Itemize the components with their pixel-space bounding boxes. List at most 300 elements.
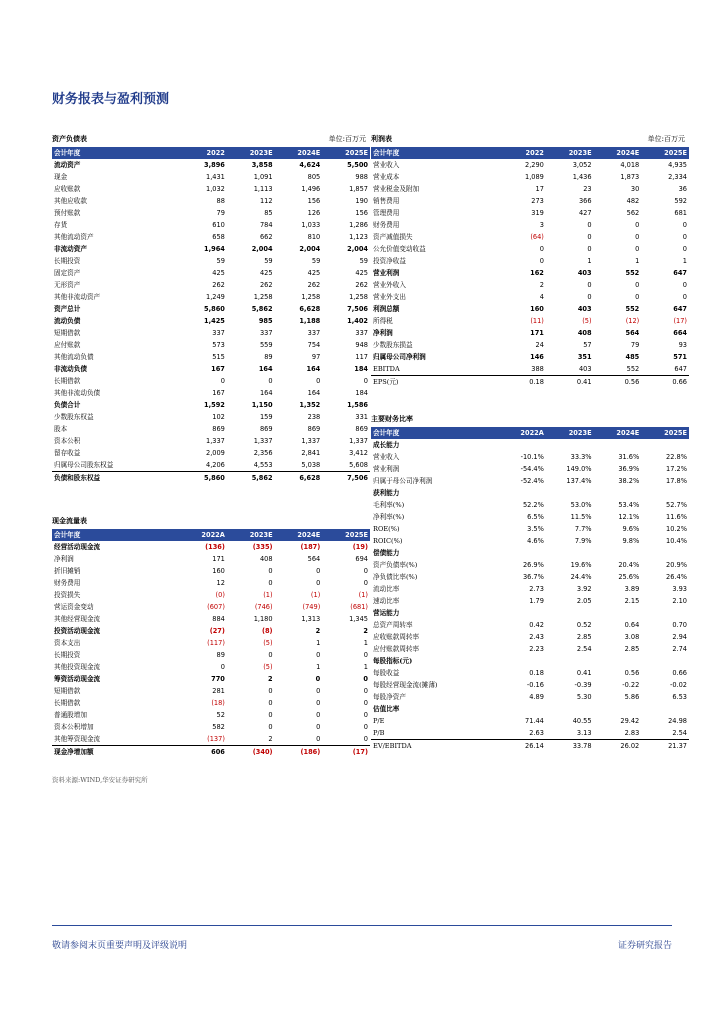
cell-value: 2.63 (529, 729, 544, 737)
cell-value: 869 (259, 425, 273, 433)
row-label: 现金净增加额 (52, 746, 179, 759)
cell-value: 22.8% (666, 453, 687, 461)
cell-value: 53.0% (570, 501, 592, 509)
row-label: 资本公积 (54, 437, 81, 445)
cell-value: 0 (268, 687, 273, 695)
row-label: 营业外收入 (373, 281, 406, 289)
table-row (371, 619, 689, 631)
column-header-year: 2024E (275, 529, 323, 541)
table-row (371, 691, 689, 703)
table-row (52, 472, 370, 485)
cell-value: 160 (212, 567, 225, 575)
cell-value: 164 (259, 389, 273, 397)
cell-value: 869 (307, 425, 321, 433)
cell-value: 238 (307, 413, 321, 421)
cell-value (546, 487, 594, 499)
table-row (371, 363, 689, 376)
column-header-year: 2022 (498, 147, 546, 159)
cell-value: 93 (678, 341, 687, 349)
cell-value: 2.54 (672, 729, 687, 737)
table-row (52, 399, 370, 411)
table-row (371, 475, 689, 487)
row-label: 财务费用 (373, 221, 400, 229)
cell-value: 1 (363, 639, 368, 647)
row-label: ROE(%) (373, 525, 400, 533)
cell-value: 0 (363, 711, 368, 719)
cell-value: 0 (682, 293, 687, 301)
cell-value: 3.92 (576, 585, 592, 593)
cell-value: 2.54 (576, 645, 592, 653)
cell-value: 52.2% (522, 501, 544, 509)
table-row (52, 649, 370, 661)
cell-value: 0 (268, 711, 273, 719)
table-row (371, 243, 689, 255)
cell-value: 2.83 (624, 729, 640, 737)
cell-value: 1,425 (204, 317, 225, 325)
cell-value: 1 (587, 257, 592, 265)
cell-value: 658 (212, 233, 225, 241)
cell-value: 2.23 (529, 645, 544, 653)
cell-value: -52.4% (520, 477, 544, 485)
table-row (52, 159, 370, 171)
table-row (371, 451, 689, 463)
cell-value: 30 (630, 185, 640, 193)
cell-value: 0 (316, 377, 321, 385)
table-row (52, 351, 370, 363)
cell-value: 1,337 (301, 437, 321, 445)
cell-value: 610 (212, 221, 225, 229)
cell-value: 0 (587, 221, 592, 229)
cell-value: 164 (306, 365, 321, 373)
cell-value: 647 (673, 269, 687, 277)
cell-value: (749) (302, 603, 321, 611)
cell-value: 5.30 (576, 693, 592, 701)
cell-value: -0.16 (526, 681, 544, 689)
cell-value: (27) (209, 627, 225, 635)
cell-value: 167 (212, 389, 225, 397)
cell-value: 664 (673, 329, 687, 337)
row-label: 投资净收益 (373, 257, 406, 265)
cell-value: 0 (315, 675, 321, 683)
table-row (371, 327, 689, 339)
cell-value: 1 (635, 257, 640, 265)
cell-value: 0 (268, 723, 273, 731)
cell-value: 0 (316, 711, 321, 719)
table-row (52, 625, 370, 637)
cell-value: 0 (363, 579, 368, 587)
row-label: 长期借款 (54, 377, 81, 385)
cell-value: 4.89 (529, 693, 544, 701)
balance-sheet-unit: 单位:百万元 (328, 135, 366, 143)
row-label: 归属于母公司净利润 (373, 477, 433, 485)
cell-value: 425 (307, 269, 321, 277)
cell-value: 948 (355, 341, 368, 349)
row-label: 少数股东权益 (54, 413, 94, 421)
cell-value: 0.56 (594, 376, 642, 389)
table-row (371, 523, 689, 535)
row-label: 应付账款 (54, 341, 81, 349)
table-row (371, 376, 689, 389)
page-title: 财务报表与盈利预测 (52, 92, 170, 107)
cell-value: 552 (626, 365, 640, 373)
row-label: 应收账款 (54, 185, 81, 193)
table-row (371, 183, 689, 195)
cell-value: 2,004 (299, 245, 321, 253)
cell-value: 552 (625, 305, 640, 313)
cell-value: 5,860 (179, 472, 227, 485)
cell-value (594, 703, 642, 715)
cell-value: (607) (207, 603, 225, 611)
cell-value: (17) (673, 317, 687, 325)
cell-value: 9.8% (622, 537, 640, 545)
cell-value: 694 (355, 555, 368, 563)
cell-value: 1,286 (349, 221, 368, 229)
table-row (52, 363, 370, 375)
cell-value: 319 (531, 209, 544, 217)
cell-value: 3,858 (251, 161, 273, 169)
cell-value: 1 (682, 257, 687, 265)
row-label: 归属母公司股东权益 (54, 461, 114, 469)
cell-value: 0 (635, 245, 640, 253)
cell-value: 1,337 (253, 437, 273, 445)
cash-flow-panel (52, 515, 370, 758)
table-row (52, 541, 370, 553)
cell-value: 582 (212, 723, 225, 731)
cell-value: (12) (625, 317, 640, 325)
cell-value: 1,089 (525, 173, 544, 181)
table-row (52, 589, 370, 601)
cell-value: 88 (216, 197, 225, 205)
cell-value: 24.98 (668, 717, 687, 725)
cell-value: 59 (264, 257, 273, 265)
cell-value: 57 (583, 341, 592, 349)
cell-value: 482 (626, 197, 640, 205)
cell-value: 167 (211, 365, 225, 373)
cell-value: 21.37 (641, 740, 689, 753)
cell-value: 89 (264, 353, 273, 361)
row-label: 留存收益 (54, 449, 81, 457)
table-header-row (371, 427, 689, 439)
table-row (371, 559, 689, 571)
cell-value: 0 (682, 221, 687, 229)
cell-value: 337 (307, 329, 321, 337)
row-label: 总资产周转率 (373, 621, 413, 629)
table-row (371, 339, 689, 351)
row-label: 短期借款 (54, 687, 81, 695)
cell-value: (5) (582, 317, 592, 325)
cell-value: 0 (316, 687, 321, 695)
income-table (371, 147, 689, 388)
table-row (371, 655, 689, 667)
cell-value: (136) (205, 543, 225, 551)
cell-value: 1.79 (529, 597, 544, 605)
row-label: 应收账款周转率 (373, 633, 420, 641)
cell-value: 1,258 (253, 293, 273, 301)
cell-value: 1,964 (204, 245, 225, 253)
cell-value: 33.3% (570, 453, 592, 461)
cell-value: 2 (315, 627, 321, 635)
cell-value: 559 (259, 341, 273, 349)
cell-value: 5,038 (301, 461, 321, 469)
row-label: 成长能力 (373, 441, 400, 449)
cell-value: 1,249 (206, 293, 225, 301)
cell-value: 2,290 (525, 161, 544, 169)
cell-value: 1,352 (299, 401, 321, 409)
column-header-year: 2024E (594, 427, 642, 439)
cell-value: 0.66 (672, 669, 687, 677)
cell-value: 0 (363, 699, 368, 707)
table-row (371, 255, 689, 267)
cell-value: 26.02 (594, 740, 642, 753)
cell-value: 23 (583, 185, 592, 193)
row-label: 流动资产 (54, 161, 81, 169)
cell-value: 59 (311, 257, 321, 265)
cell-value: 6.5% (527, 513, 544, 521)
cell-value: 137.4% (566, 477, 592, 485)
cell-value: 160 (530, 305, 544, 313)
cell-value: -54.4% (520, 465, 544, 473)
cell-value: 2,334 (668, 173, 687, 181)
cell-value: 337 (355, 329, 368, 337)
cell-value: 2 (267, 675, 273, 683)
cell-value: 4,624 (299, 161, 321, 169)
table-row (52, 637, 370, 649)
cell-value: 11.5% (570, 513, 592, 521)
cell-value: 0 (635, 281, 640, 289)
row-label: 短期借款 (54, 329, 81, 337)
cell-value: -0.39 (574, 681, 592, 689)
row-label: ROIC(%) (373, 537, 403, 545)
column-header-year: 2022A (498, 427, 546, 439)
table-row (52, 721, 370, 733)
table-header-row (52, 147, 370, 159)
cell-value: 0 (363, 377, 368, 385)
row-label: 其他筹资现金流 (54, 735, 101, 743)
table-row (371, 727, 689, 740)
cell-value: 3 (539, 221, 544, 229)
row-label: 投资活动现金流 (54, 627, 101, 635)
row-label: 股本 (54, 425, 68, 433)
cell-value: 17.2% (666, 465, 687, 473)
cell-value: 5,608 (349, 461, 368, 469)
cell-value: 26.9% (522, 561, 544, 569)
cell-value: 36 (678, 185, 687, 193)
cell-value: 162 (530, 269, 544, 277)
row-label: 资本支出 (54, 639, 81, 647)
table-row (371, 487, 689, 499)
cell-value: 2.85 (624, 645, 640, 653)
cell-value: 1,586 (347, 401, 368, 409)
table-row (52, 435, 370, 447)
cell-value (594, 487, 642, 499)
table-row (52, 565, 370, 577)
cell-value: (681) (350, 603, 368, 611)
cell-value: 810 (307, 233, 321, 241)
cell-value (546, 547, 594, 559)
table-row (371, 631, 689, 643)
income-unit: 单位:百万元 (647, 135, 685, 143)
cell-value (641, 607, 689, 619)
cell-value: 662 (259, 233, 273, 241)
cell-value: 0.18 (498, 376, 546, 389)
cell-value: 0 (220, 663, 225, 671)
footer-divider (52, 925, 672, 926)
cell-value: 17.8% (666, 477, 687, 485)
cell-value: 5,862 (251, 305, 273, 313)
table-row (52, 315, 370, 327)
row-label: 非流动资产 (54, 245, 87, 253)
cell-value (594, 655, 642, 667)
cell-value: 2.05 (576, 597, 592, 605)
row-label: 流动比率 (373, 585, 400, 593)
cell-value: 184 (355, 389, 368, 397)
cell-value: (340) (227, 746, 275, 759)
cell-value: 337 (212, 329, 225, 337)
row-label: 其他投资现金流 (54, 663, 101, 671)
cell-value: 425 (212, 269, 225, 277)
cell-value: 0 (363, 675, 368, 683)
cell-value (546, 655, 594, 667)
cell-value: 331 (355, 413, 368, 421)
row-label: 资本公积增加 (54, 723, 94, 731)
cell-value: 0 (587, 293, 592, 301)
table-row (52, 171, 370, 183)
cell-value (498, 547, 546, 559)
table-row (371, 595, 689, 607)
ratios-panel (371, 413, 689, 752)
cell-value: 0 (363, 723, 368, 731)
cell-value: 0 (635, 221, 640, 229)
cell-value: 5,862 (227, 472, 275, 485)
cell-value: 171 (530, 329, 544, 337)
cell-value: 2,004 (347, 245, 368, 253)
table-row (52, 243, 370, 255)
cell-value: 1,857 (349, 185, 368, 193)
row-label: 投资损失 (54, 591, 81, 599)
table-row (371, 171, 689, 183)
cell-value: 117 (355, 353, 368, 361)
row-label: 负债和股东权益 (52, 472, 179, 485)
cell-value: 564 (625, 329, 640, 337)
cell-value: 38.2% (618, 477, 640, 485)
table-row (52, 423, 370, 435)
cell-value: 26.4% (666, 573, 687, 581)
cell-value: 156 (355, 209, 368, 217)
table-row (371, 571, 689, 583)
cell-value: 7.9% (574, 537, 592, 545)
cell-value: 156 (307, 197, 321, 205)
cell-value: 20.4% (618, 561, 640, 569)
cash-flow-table (52, 529, 370, 758)
row-label: 固定资产 (54, 269, 81, 277)
cell-value: 2,841 (301, 449, 321, 457)
cell-value: 1 (316, 663, 321, 671)
column-header-year: 2023E (227, 147, 275, 159)
cell-value: (186) (275, 746, 323, 759)
ratios-title: 主要财务比率 (371, 414, 413, 423)
cell-value: 6.53 (672, 693, 687, 701)
cell-value: 4,206 (206, 461, 225, 469)
cell-value: 3,896 (204, 161, 225, 169)
cell-value: 0 (268, 699, 273, 707)
column-header-year: 2023E (227, 529, 275, 541)
cell-value: 97 (311, 353, 321, 361)
cell-value: 2 (539, 281, 544, 289)
cell-value: 0 (682, 233, 687, 241)
cell-value: 2.43 (529, 633, 544, 641)
cell-value: 7,506 (347, 305, 368, 313)
row-label: 净负债比率(%) (373, 573, 418, 581)
cell-value: 2,004 (251, 245, 273, 253)
column-header-label: 会计年度 (52, 529, 179, 541)
cell-value: (17) (322, 746, 370, 759)
cell-value: 0 (316, 723, 321, 731)
cell-value: 1,033 (301, 221, 321, 229)
cell-value: 12.1% (618, 513, 640, 521)
column-header-year: 2024E (275, 147, 323, 159)
row-label: 经营活动现金流 (54, 543, 101, 551)
cell-value: 1 (363, 663, 368, 671)
table-row (52, 195, 370, 207)
table-row (52, 219, 370, 231)
cell-value: 403 (577, 305, 592, 313)
row-label: 其他非流动资产 (54, 293, 101, 301)
cell-value: 0 (539, 245, 544, 253)
cell-value: (5) (263, 663, 273, 671)
ratios-header (371, 413, 689, 427)
cell-value: 408 (259, 555, 273, 563)
row-label: 营业收入 (373, 161, 400, 169)
cell-value: 5.86 (624, 693, 640, 701)
cell-value: 869 (212, 425, 225, 433)
cell-value: 403 (578, 365, 592, 373)
footer-disclaimer: 敬请参阅末页重要声明及评级说明 (52, 941, 188, 951)
cell-value: 754 (307, 341, 321, 349)
column-header-year: 2024E (594, 147, 642, 159)
table-row (52, 255, 370, 267)
cell-value: 184 (354, 365, 368, 373)
row-label: 其他经营现金流 (54, 615, 101, 623)
cell-value: 0 (268, 579, 273, 587)
cell-value: (64) (530, 233, 544, 241)
cell-value (498, 487, 546, 499)
cell-value: 337 (259, 329, 273, 337)
table-row (371, 291, 689, 303)
cell-value: 1,258 (301, 293, 321, 301)
cell-value: 1,091 (253, 173, 273, 181)
row-label: 营业成本 (373, 173, 400, 181)
cell-value (594, 439, 642, 451)
row-label: 营运资金变动 (54, 603, 94, 611)
cell-value (641, 439, 689, 451)
cell-value: 3,412 (349, 449, 368, 457)
cell-value: 0 (587, 233, 592, 241)
cell-value: 6,628 (299, 305, 321, 313)
row-label: 资产减值损失 (373, 233, 413, 241)
column-header-year: 2022 (179, 147, 227, 159)
table-row (52, 411, 370, 423)
cell-value: 281 (212, 687, 225, 695)
cell-value (498, 655, 546, 667)
column-header-label: 会计年度 (371, 427, 498, 439)
cell-value: 3.5% (527, 525, 544, 533)
cell-value: 408 (577, 329, 592, 337)
cell-value: 3.89 (624, 585, 640, 593)
cell-value: 0.41 (576, 669, 592, 677)
cell-value: 1,592 (204, 401, 225, 409)
cell-value: 571 (673, 353, 687, 361)
table-row (371, 547, 689, 559)
